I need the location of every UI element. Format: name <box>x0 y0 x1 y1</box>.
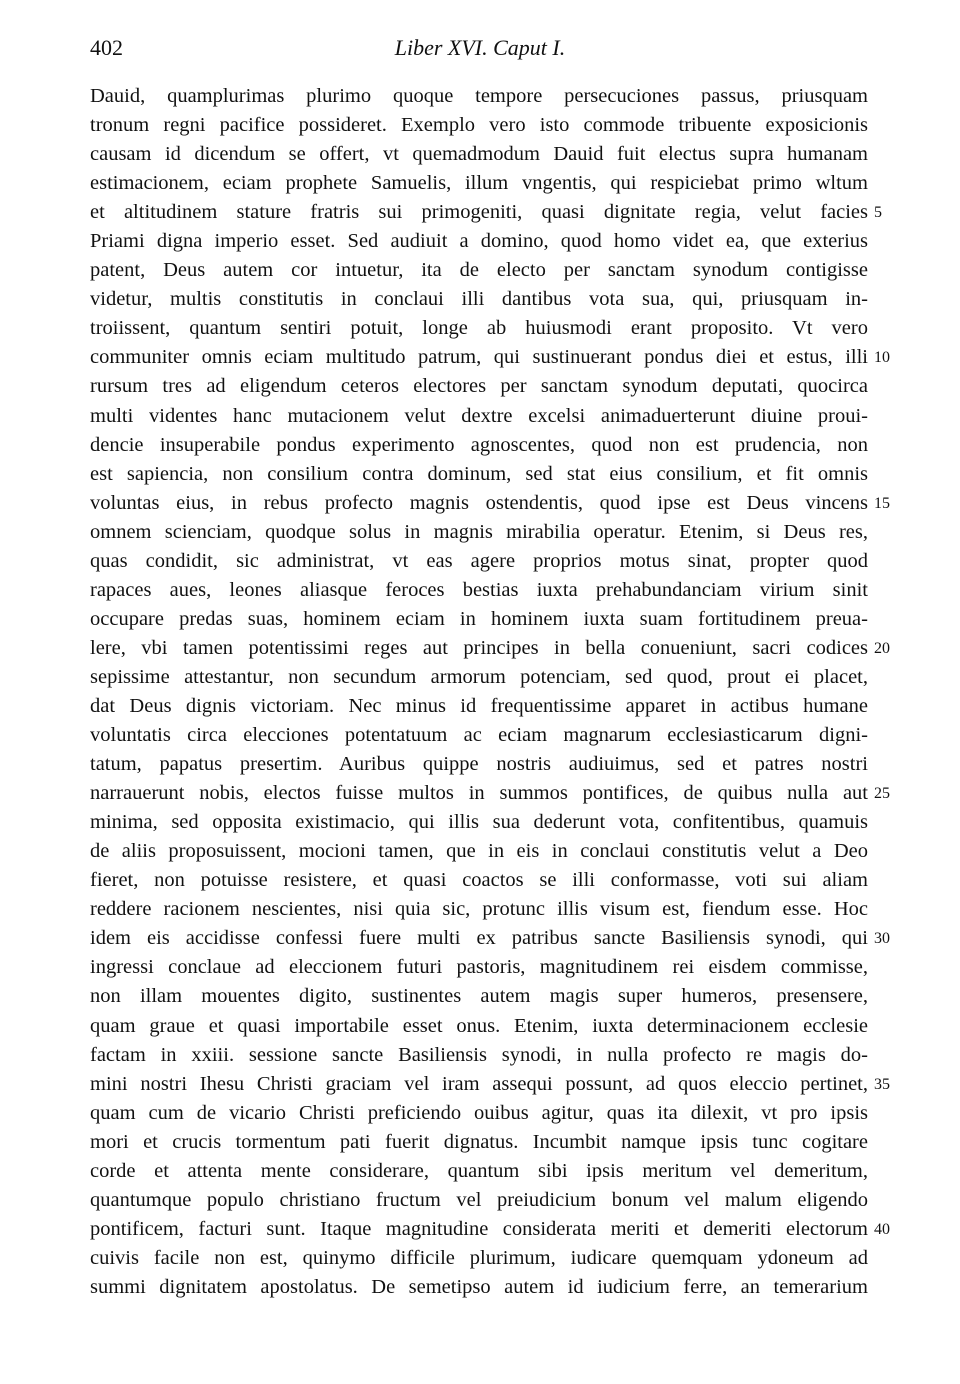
text-line: mini nostri Ihesu Christi graciam vel iram assequi possunt, ad quos eleccio pertinet, <box>90 1072 868 1095</box>
text-line: quas condidit, sic administrat, vt eas agere proprios motus sinat, propter quod <box>90 549 868 572</box>
page-number: 402 <box>90 35 123 60</box>
line-number: 10 <box>874 349 890 367</box>
line-number: 5 <box>874 204 882 222</box>
text-line: patent, Deus autem cor intuetur, ita de electo per sanctam synodum contigisse <box>90 259 868 282</box>
text-line: idem eis accidisse confessi fuere multi ex patribus sancte Basiliensis synodi, qui <box>90 927 868 950</box>
text-line: estimacionem, eciam prophete Samuelis, illum vngentis, qui respiciebat primo wltum <box>90 172 868 195</box>
text-line: narrauerunt nobis, electos fuisse multos in summos pontifices, de quibus nulla aut <box>90 782 868 805</box>
text-line: factam in xxiii. sessione sancte Basiliensis synodi, in nulla profecto re magis do- <box>90 1043 868 1066</box>
text-line: videtur, multis constitutis in conclaui illi dantibus vota sua, qui, priusquam in- <box>90 288 868 311</box>
text-line: dat Deus dignis victoriam. Nec minus id frequentissime apparet in actibus humane <box>90 694 868 717</box>
text-line: et altitudinem stature fratris sui primogeniti, quasi dignitate regia, velut facies <box>90 201 868 224</box>
text-line: voluntas eius, in rebus profecto magnis ostendentis, quod ipse est Deus vincens <box>90 491 868 514</box>
line-number: 40 <box>874 1220 890 1238</box>
text-line: summi dignitatem apostolatus. De semetipso autem id iudicium ferre, an temerarium <box>90 1275 868 1298</box>
text-line: sepissime attestantur, non secundum armorum potenciam, sed quod, prout ei placet, <box>90 665 868 688</box>
text-line: omnem scienciam, quodque solus in magnis mirabilia operatur. Etenim, si Deus res, <box>90 520 868 543</box>
text-line: quantumque populo christiano fructum vel preiudicium bonum vel malum eligendo <box>90 1188 868 1211</box>
text-line: multi videntes hanc mutacionem velut dextre excelsi animaduerterunt diuine proui- <box>90 404 868 427</box>
text-line: rursum tres ad eligendum ceteros electores per sanctam synodum deputati, quocirca <box>90 375 868 398</box>
text-line: pontificem, facturi sunt. Itaque magnitudine considerata meriti et demeriti electorum <box>90 1217 868 1240</box>
text-line: occupare predas suas, hominem eciam in hominem iuxta suam fortitudinem preua- <box>90 607 868 630</box>
text-line: voluntatis circa elecciones potentatuum ac eciam magnarum ecclesiasticarum digni- <box>90 724 868 747</box>
line-number: 35 <box>874 1075 890 1093</box>
text-line: est sapiencia, non consilium contra dominum, sed stat eius consilium, et fit omnis <box>90 462 868 485</box>
text-line: dencie insuperabile pondus experimento agnoscentes, quod non est prudencia, non <box>90 433 868 456</box>
line-number: 25 <box>874 785 890 803</box>
text-line: corde et attenta mente considerare, quantum sibi ipsis meritum vel demeritum, <box>90 1159 868 1182</box>
text-line: rapaces aues, leones aliasque feroces bestias iuxta prehabundanciam virium sinit <box>90 578 868 601</box>
text-line: lere, vbi tamen potentissimi reges aut principes in bella conueniunt, sacri codices <box>90 636 868 659</box>
text-line: fieret, non potuisse resistere, et quasi coactos se illi conformasse, voti sui aliam <box>90 869 868 892</box>
text-line: tronum regni pacifice possideret. Exemplo vero isto commode tribuente exposicionis <box>90 114 868 137</box>
text-line: non illam mouentes digito, sustinentes autem magis super humeros, presensere, <box>90 985 868 1008</box>
text-line: ingressi conclaue ad eleccionem futuri pastoris, magnitudinem rei eisdem commisse, <box>90 956 868 979</box>
text-line: communiter omnis eciam multitudo patrum, qui sustinuerant pondus diei et estus, illi <box>90 346 868 369</box>
line-number: 20 <box>874 639 890 657</box>
body-text <box>90 82 868 1302</box>
line-number: 15 <box>874 494 890 512</box>
text-line: Priami digna imperio esset. Sed audiuit a domino, quod homo videt ea, que exterius <box>90 230 868 253</box>
text-line: tatum, papatus presertim. Auribus quippe nostris audiuimus, sed et patres nostri <box>90 753 868 776</box>
text-line: reddere racionem nescientes, nisi quia sic, protunc illis visum est, fiendum esse. Hoc <box>90 898 868 921</box>
text-line: de aliis proposuissent, mocioni tamen, que in eis in conclaui constitutis velut a Deo <box>90 840 868 863</box>
line-number: 30 <box>874 930 890 948</box>
text-line: mori et crucis tormentum pati fuerit dignatus. Incumbit namque ipsis tunc cogitare <box>90 1130 868 1153</box>
text-line: causam id dicendum se offert, vt quemadmodum Dauid fuit electus supra humanam <box>90 143 868 166</box>
text-line: minima, sed opposita existimacio, qui illis sua dederunt vota, confitentibus, quamuis <box>90 811 868 834</box>
text-line: Dauid, quamplurimas plurimo quoque tempore persecuciones passus, priusquam <box>90 85 868 107</box>
running-title: Liber XVI. Caput I. <box>394 35 566 60</box>
text-line: troiissent, quantum sentiri potuit, longe ab huiusmodi erant proposito. Vt vero <box>90 317 868 340</box>
text-line: quam graue et quasi importabile esset onus. Etenim, iuxta determinacionem ecclesie <box>90 1014 868 1037</box>
text-line: cuivis facile non est, quinymo difficile plurimum, iudicare quemquam ydoneum ad <box>90 1246 868 1269</box>
text-line: quam cum de vicario Christi preficiendo ouibus agitur, quas ita dilexit, vt pro ipsis <box>90 1101 868 1124</box>
